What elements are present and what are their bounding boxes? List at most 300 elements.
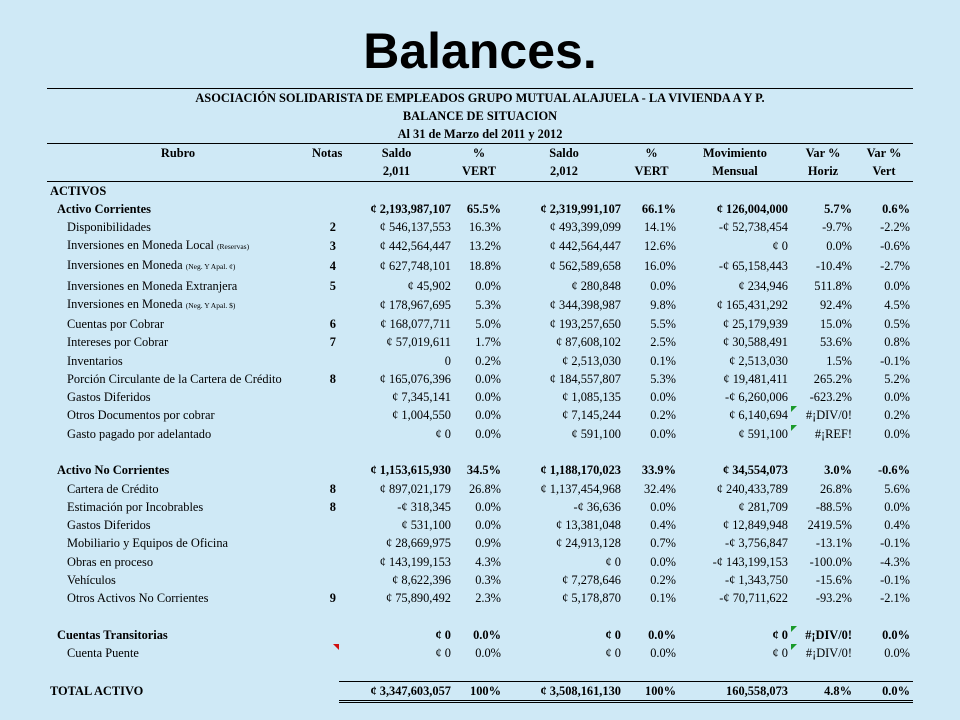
row-nota: 3 <box>329 239 336 254</box>
table-row <box>47 425 913 443</box>
row-label <box>47 333 309 351</box>
slide-title: Balances. <box>363 23 597 79</box>
cell-s1: ¢ 7,345,141 <box>392 390 451 405</box>
subtotal-activo-no-corrientes <box>47 461 913 479</box>
table-row <box>47 571 913 589</box>
cell-p2: 0.7% <box>650 536 676 551</box>
subtotal-activo-corrientes <box>47 200 913 218</box>
cell-vh: 26.8% <box>819 481 852 496</box>
col-movimiento-sub: Mensual <box>679 162 791 181</box>
cell-mov: -¢ 65,158,443 <box>718 259 788 274</box>
cell-s1: ¢ 1,004,550 <box>392 408 451 423</box>
empty-cell <box>454 181 504 200</box>
cell-p2: 0.0% <box>650 646 676 661</box>
cell-p1: 100% <box>454 681 504 701</box>
row-label-text: Gastos Diferidos <box>67 390 151 405</box>
cell-p1: 0.3% <box>475 573 501 588</box>
table-row <box>47 295 913 315</box>
row-label-text: Inventarios <box>67 353 123 368</box>
empty-cell <box>309 681 339 701</box>
cell-vh: 5.7% <box>824 202 852 217</box>
cell-s2: ¢ 562,589,658 <box>549 259 621 274</box>
cell-p1: 0.0% <box>475 426 501 441</box>
empty-cell <box>339 443 454 461</box>
cell-p2: 0.1% <box>650 353 676 368</box>
column-subheader-row <box>47 162 913 181</box>
table-row <box>47 236 913 256</box>
row-nota <box>309 571 339 589</box>
report-name: BALANCE DE SITUACION <box>402 109 558 123</box>
row-nota <box>309 295 339 315</box>
cell-s2: ¢ 13,381,048 <box>555 518 621 533</box>
cell-vh: 53.6% <box>819 335 852 350</box>
section-label: ACTIVOS <box>50 183 107 198</box>
row-label-text: Vehículos <box>67 573 116 588</box>
row-label-text: Cuenta Puente <box>67 646 139 661</box>
row-label-text: Estimación por Incobrables <box>67 499 204 514</box>
row-label-text: Otros Activos No Corrientes <box>67 591 209 606</box>
cell-p2: 5.3% <box>650 371 676 386</box>
cell-mov: ¢ 12,849,948 <box>722 518 788 533</box>
report-period: Al 31 de Marzo del 2011 y 2012 <box>397 127 563 141</box>
row-nota <box>309 461 339 479</box>
cell-vh: 3.0% <box>824 463 852 478</box>
cell-s1: ¢ 57,019,611 <box>386 335 451 350</box>
empty-cell <box>454 662 504 681</box>
cell-s1: ¢ 531,100 <box>401 518 451 533</box>
col-notas: Notas <box>309 144 339 163</box>
row-label <box>47 516 309 534</box>
cell-s1: -¢ 318,345 <box>397 499 451 514</box>
spacer-row <box>47 662 913 681</box>
cell-p1: 13.2% <box>468 239 501 254</box>
cell-mov: ¢ 19,481,411 <box>723 371 788 386</box>
row-nota <box>309 516 339 534</box>
row-label-text: Inversiones en Moneda <box>67 258 183 273</box>
row-label-text: Inversiones en Moneda Extranjera <box>67 278 238 293</box>
row-nota <box>309 406 339 424</box>
cell-vv: 0.0% <box>882 627 910 642</box>
row-label <box>47 256 309 276</box>
cell-s1: ¢ 8,622,396 <box>392 573 451 588</box>
cell-s2: ¢ 5,178,870 <box>562 591 621 606</box>
row-label: Activo Corrientes <box>57 202 151 217</box>
balance-table <box>47 143 913 703</box>
cell-vv: 5.6% <box>884 481 910 496</box>
cell-p2: 33.9% <box>641 463 676 478</box>
cell-s1: ¢ 0 <box>435 646 451 661</box>
table-row <box>47 498 913 516</box>
row-nota <box>309 388 339 406</box>
cell-mov: -¢ 143,199,153 <box>712 554 788 569</box>
cell-s2: ¢ 184,557,807 <box>549 371 621 386</box>
cell-p2: 66.1% <box>641 202 676 217</box>
cell-p1: 65.5% <box>466 202 501 217</box>
cell-vv: 0.2% <box>884 408 910 423</box>
table-row <box>47 589 913 607</box>
activos-heading <box>47 181 913 200</box>
col-pct-2011-sub: VERT <box>454 162 504 181</box>
cell-vv: -4.3% <box>880 554 910 569</box>
cell-p1: 16.3% <box>468 220 501 235</box>
cell-p2: 0.4% <box>650 518 676 533</box>
cell-p2: 5.5% <box>650 316 676 331</box>
cell-vv: 0.0% <box>884 499 910 514</box>
cell-p2: 14.1% <box>643 220 676 235</box>
cell-vh: -623.2% <box>809 390 852 405</box>
row-label-text: Mobiliario y Equipos de Oficina <box>67 536 229 551</box>
cell-s2: ¢ 442,564,447 <box>549 239 621 254</box>
cell-p2: 0.0% <box>650 426 676 441</box>
total-activo-row <box>47 681 913 701</box>
col-saldo-2011: Saldo <box>339 144 454 163</box>
row-label <box>47 276 309 294</box>
cell-vh: 15.0% <box>819 316 852 331</box>
cell-s1: ¢ 178,967,695 <box>379 297 451 312</box>
empty-cell <box>339 608 454 626</box>
col-var-vert-sub: Vert <box>855 162 913 181</box>
cell-vv: 0.0% <box>855 681 913 701</box>
table-row <box>47 479 913 497</box>
row-label: Activo No Corrientes <box>57 463 170 478</box>
cell-p1: 34.5% <box>466 463 501 478</box>
cell-p1: 1.7% <box>475 335 501 350</box>
cell-vh: 4.8% <box>791 681 855 701</box>
cell-vh: #¡DIV/0! <box>791 626 855 644</box>
cell-p2: 0.2% <box>650 573 676 588</box>
cell-vh: -15.6% <box>815 573 852 588</box>
cell-s2: ¢ 87,608,102 <box>555 335 621 350</box>
cell-p1: 5.0% <box>475 316 501 331</box>
row-label <box>47 315 309 333</box>
cell-mov: ¢ 0 <box>772 239 788 254</box>
cell-mov: -¢ 3,756,847 <box>725 536 788 551</box>
column-header-row <box>47 144 913 163</box>
empty-cell <box>624 608 679 626</box>
cell-s1: ¢ 0 <box>435 627 451 642</box>
row-label: TOTAL ACTIVO <box>50 684 144 699</box>
cell-s1: ¢ 627,748,101 <box>379 259 451 274</box>
table-row <box>47 333 913 351</box>
cell-s1: 0 <box>444 353 451 368</box>
row-nota <box>309 626 339 644</box>
cell-p1: 18.8% <box>468 259 501 274</box>
cell-mov: ¢ 165,431,292 <box>716 297 788 312</box>
cell-vv: 0.0% <box>884 426 910 441</box>
empty-cell <box>47 608 309 626</box>
row-label: Cuentas Transitorias <box>57 627 168 642</box>
row-label <box>47 425 309 443</box>
cell-p1: 26.8% <box>468 481 501 496</box>
cell-p2: 0.0% <box>650 278 676 293</box>
cell-vh: #¡DIV/0! <box>791 406 855 424</box>
cell-s1: ¢ 165,076,396 <box>379 371 451 386</box>
cell-mov: ¢ 591,100 <box>738 426 788 441</box>
cell-s2: ¢ 280,848 <box>571 278 621 293</box>
balance-sheet <box>47 88 913 703</box>
cell-p1: 0.0% <box>475 278 501 293</box>
empty-cell <box>679 181 791 200</box>
cell-s2: ¢ 193,257,650 <box>549 316 621 331</box>
empty-cell <box>454 443 504 461</box>
row-label-text: Gasto pagado por adelantado <box>67 426 212 441</box>
org-name: ASOCIACIÓN SOLIDARISTA DE EMPLEADOS GRUPO MUTUAL ALAJUELA - LA VIVIENDA A Y P. <box>47 88 913 107</box>
table-row <box>47 370 913 388</box>
row-label-text: Disponibilidades <box>67 220 151 235</box>
cell-vv: 4.5% <box>884 297 910 312</box>
cell-p2: 32.4% <box>643 481 676 496</box>
row-nota: 8 <box>329 481 336 496</box>
table-row <box>47 516 913 534</box>
row-label <box>47 571 309 589</box>
empty-cell <box>624 181 679 200</box>
empty-cell <box>679 608 791 626</box>
empty-cell <box>339 181 454 200</box>
row-nota <box>309 351 339 369</box>
cell-mov: ¢ 2,513,030 <box>729 353 788 368</box>
table-row <box>47 388 913 406</box>
cell-vh: -9.7% <box>822 220 852 235</box>
row-label-text: Otros Documentos por cobrar <box>67 408 215 423</box>
cell-mov: -¢ 70,711,622 <box>719 591 788 606</box>
col-saldo-2011-sub: 2,011 <box>339 162 454 181</box>
col-pct-2011: % <box>454 144 504 163</box>
row-label <box>47 479 309 497</box>
cell-p2: 2.5% <box>650 335 676 350</box>
cell-s2: ¢ 493,399,099 <box>549 220 621 235</box>
row-nota <box>309 553 339 571</box>
cell-p1: 0.0% <box>475 518 501 533</box>
cell-s1: ¢ 45,902 <box>407 278 451 293</box>
cell-mov: ¢ 0 <box>772 627 788 642</box>
cell-vv: -0.1% <box>880 536 910 551</box>
cell-vv: 0.0% <box>884 278 910 293</box>
cell-p2: 0.0% <box>648 627 676 642</box>
row-nota: 4 <box>329 259 336 274</box>
table-row <box>47 644 913 662</box>
row-label <box>47 218 309 236</box>
cell-vv: -0.6% <box>877 463 910 478</box>
empty-cell <box>679 443 791 461</box>
cell-vv: -2.7% <box>880 259 910 274</box>
cell-s2: ¢ 7,278,646 <box>562 573 621 588</box>
empty-cell <box>624 443 679 461</box>
cell-s1: ¢ 897,021,179 <box>379 481 451 496</box>
cell-s2: ¢ 0 <box>605 627 621 642</box>
cell-vv: 0.6% <box>882 202 910 217</box>
cell-s2: ¢ 0 <box>605 646 621 661</box>
empty-cell <box>339 662 454 681</box>
empty-cell <box>504 662 624 681</box>
row-label <box>47 370 309 388</box>
row-label <box>47 388 309 406</box>
cell-p1: 0.0% <box>475 371 501 386</box>
spacer-row <box>47 608 913 626</box>
cell-s2: ¢ 2,319,991,107 <box>540 202 621 217</box>
cell-s2: ¢ 0 <box>605 554 621 569</box>
cell-s2: ¢ 591,100 <box>571 426 621 441</box>
cell-s1: ¢ 442,564,447 <box>379 239 451 254</box>
cell-s2: ¢ 1,085,135 <box>562 390 621 405</box>
empty-cell <box>504 443 624 461</box>
cell-p1: 0.0% <box>475 408 501 423</box>
cell-s1: ¢ 143,199,153 <box>379 554 451 569</box>
col-saldo-2012-sub: 2,012 <box>504 162 624 181</box>
empty-cell <box>309 443 339 461</box>
row-label <box>47 498 309 516</box>
col-var-horiz-sub: Horiz <box>791 162 855 181</box>
cell-vv: 0.0% <box>884 390 910 405</box>
cell-s2: ¢ 1,137,454,968 <box>540 481 621 496</box>
cell-mov: 160,558,073 <box>679 681 791 701</box>
cell-vh: #¡REF! <box>791 425 855 443</box>
subtotal-cuentas-transitorias <box>47 626 913 644</box>
empty-cell <box>47 443 309 461</box>
cell-mov: -¢ 52,738,454 <box>718 220 788 235</box>
row-label-text: Intereses por Cobrar <box>67 335 169 350</box>
cell-p1: 0.0% <box>475 390 501 405</box>
cell-mov: -¢ 6,260,006 <box>725 390 788 405</box>
cell-s1: ¢ 3,347,603,057 <box>339 681 454 701</box>
cell-mov: ¢ 234,946 <box>738 278 788 293</box>
empty-cell <box>309 608 339 626</box>
empty-cell <box>791 662 855 681</box>
cell-mov: ¢ 6,140,694 <box>729 408 788 423</box>
row-label-qualifier: (Neg. Y Apal. ¢) <box>185 262 236 272</box>
cell-p1: 0.2% <box>475 353 501 368</box>
cell-s1: ¢ 2,193,987,107 <box>370 202 451 217</box>
empty-cell <box>454 608 504 626</box>
empty-cell <box>504 608 624 626</box>
cell-vv: 5.2% <box>884 371 910 386</box>
cell-s2: ¢ 2,513,030 <box>562 353 621 368</box>
row-nota: 2 <box>329 220 336 235</box>
empty-cell <box>504 181 624 200</box>
cell-p1: 4.3% <box>475 554 501 569</box>
cell-p2: 100% <box>624 681 679 701</box>
empty-cell <box>855 662 913 681</box>
row-label-text: Gastos Diferidos <box>67 518 151 533</box>
row-nota: 9 <box>329 591 336 606</box>
row-nota: 5 <box>329 278 336 293</box>
empty-cell <box>791 608 855 626</box>
cell-vh: -88.5% <box>815 499 852 514</box>
row-label-text: Cartera de Crédito <box>67 481 159 496</box>
cell-mov: ¢ 240,433,789 <box>716 481 788 496</box>
cell-vh: -10.4% <box>815 259 852 274</box>
empty-cell <box>855 181 913 200</box>
table-row <box>47 315 913 333</box>
cell-p1: 0.0% <box>475 499 501 514</box>
row-nota <box>309 425 339 443</box>
row-label <box>47 553 309 571</box>
row-nota: 7 <box>329 335 336 350</box>
cell-vv: 0.4% <box>884 518 910 533</box>
cell-vh: 511.8% <box>814 278 852 293</box>
cell-vv: -0.6% <box>880 239 910 254</box>
cell-mov: ¢ 30,588,491 <box>722 335 788 350</box>
cell-s2: ¢ 1,188,170,023 <box>540 463 621 478</box>
row-nota <box>309 200 339 218</box>
table-row <box>47 218 913 236</box>
cell-vv: -0.1% <box>880 573 910 588</box>
cell-mov: ¢ 126,004,000 <box>716 202 788 217</box>
cell-mov: -¢ 1,343,750 <box>725 573 788 588</box>
cell-s2: -¢ 36,636 <box>573 499 621 514</box>
cell-vv: -0.1% <box>880 353 910 368</box>
cell-s1: ¢ 546,137,553 <box>379 220 451 235</box>
row-nota <box>309 534 339 552</box>
row-nota <box>309 644 339 662</box>
cell-mov: ¢ 34,554,073 <box>722 463 788 478</box>
cell-p1: 2.3% <box>475 591 501 606</box>
cell-vh: -100.0% <box>809 554 852 569</box>
empty-cell <box>309 662 339 681</box>
empty-cell <box>855 443 913 461</box>
cell-vv: 0.8% <box>884 335 910 350</box>
table-row <box>47 553 913 571</box>
cell-vv: -2.2% <box>880 220 910 235</box>
cell-s2: ¢ 24,913,128 <box>555 536 621 551</box>
cell-vh: -13.1% <box>815 536 852 551</box>
cell-vh: #¡DIV/0! <box>791 644 855 662</box>
row-label <box>47 644 309 662</box>
cell-vh: 2419.5% <box>807 518 852 533</box>
cell-s1: ¢ 168,077,711 <box>380 316 451 331</box>
cell-p2: 0.0% <box>650 499 676 514</box>
cell-vv: 0.5% <box>884 316 910 331</box>
row-label-text: Porción Circulante de la Cartera de Crédito <box>67 371 282 386</box>
spacer-row <box>47 443 913 461</box>
cell-p2: 16.0% <box>643 259 676 274</box>
cell-vh: 1.5% <box>826 353 852 368</box>
cell-p2: 0.0% <box>650 554 676 569</box>
cell-p2: 9.8% <box>650 297 676 312</box>
col-rubro: Rubro <box>47 144 309 163</box>
table-row <box>47 406 913 424</box>
row-label <box>47 406 309 424</box>
cell-p1: 0.0% <box>475 646 501 661</box>
row-label-text: Inversiones en Moneda Local <box>67 238 214 253</box>
col-movimiento: Movimiento <box>679 144 791 163</box>
cell-mov: ¢ 281,709 <box>738 499 788 514</box>
row-nota: 6 <box>329 316 336 331</box>
cell-vv: 0.0% <box>884 646 910 661</box>
cell-p2: 0.1% <box>650 591 676 606</box>
cell-vh: -93.2% <box>815 591 852 606</box>
col-saldo-2012: Saldo <box>504 144 624 163</box>
empty-cell <box>791 181 855 200</box>
cell-s2: ¢ 344,398,987 <box>549 297 621 312</box>
empty-cell <box>624 662 679 681</box>
row-label <box>47 236 309 256</box>
cell-mov: ¢ 25,179,939 <box>722 316 788 331</box>
cell-p1: 0.9% <box>475 536 501 551</box>
col-pct-2012: % <box>624 144 679 163</box>
row-label <box>47 534 309 552</box>
table-row <box>47 276 913 294</box>
empty-cell <box>855 608 913 626</box>
cell-p2: 0.0% <box>650 390 676 405</box>
cell-s1: ¢ 75,890,492 <box>385 591 451 606</box>
empty-cell <box>791 443 855 461</box>
cell-s1: ¢ 0 <box>435 426 451 441</box>
row-label <box>47 589 309 607</box>
col-pct-2012-sub: VERT <box>624 162 679 181</box>
col-var-vert: Var % <box>855 144 913 163</box>
row-label-text: Cuentas por Cobrar <box>67 316 165 331</box>
cell-p2: 12.6% <box>643 239 676 254</box>
